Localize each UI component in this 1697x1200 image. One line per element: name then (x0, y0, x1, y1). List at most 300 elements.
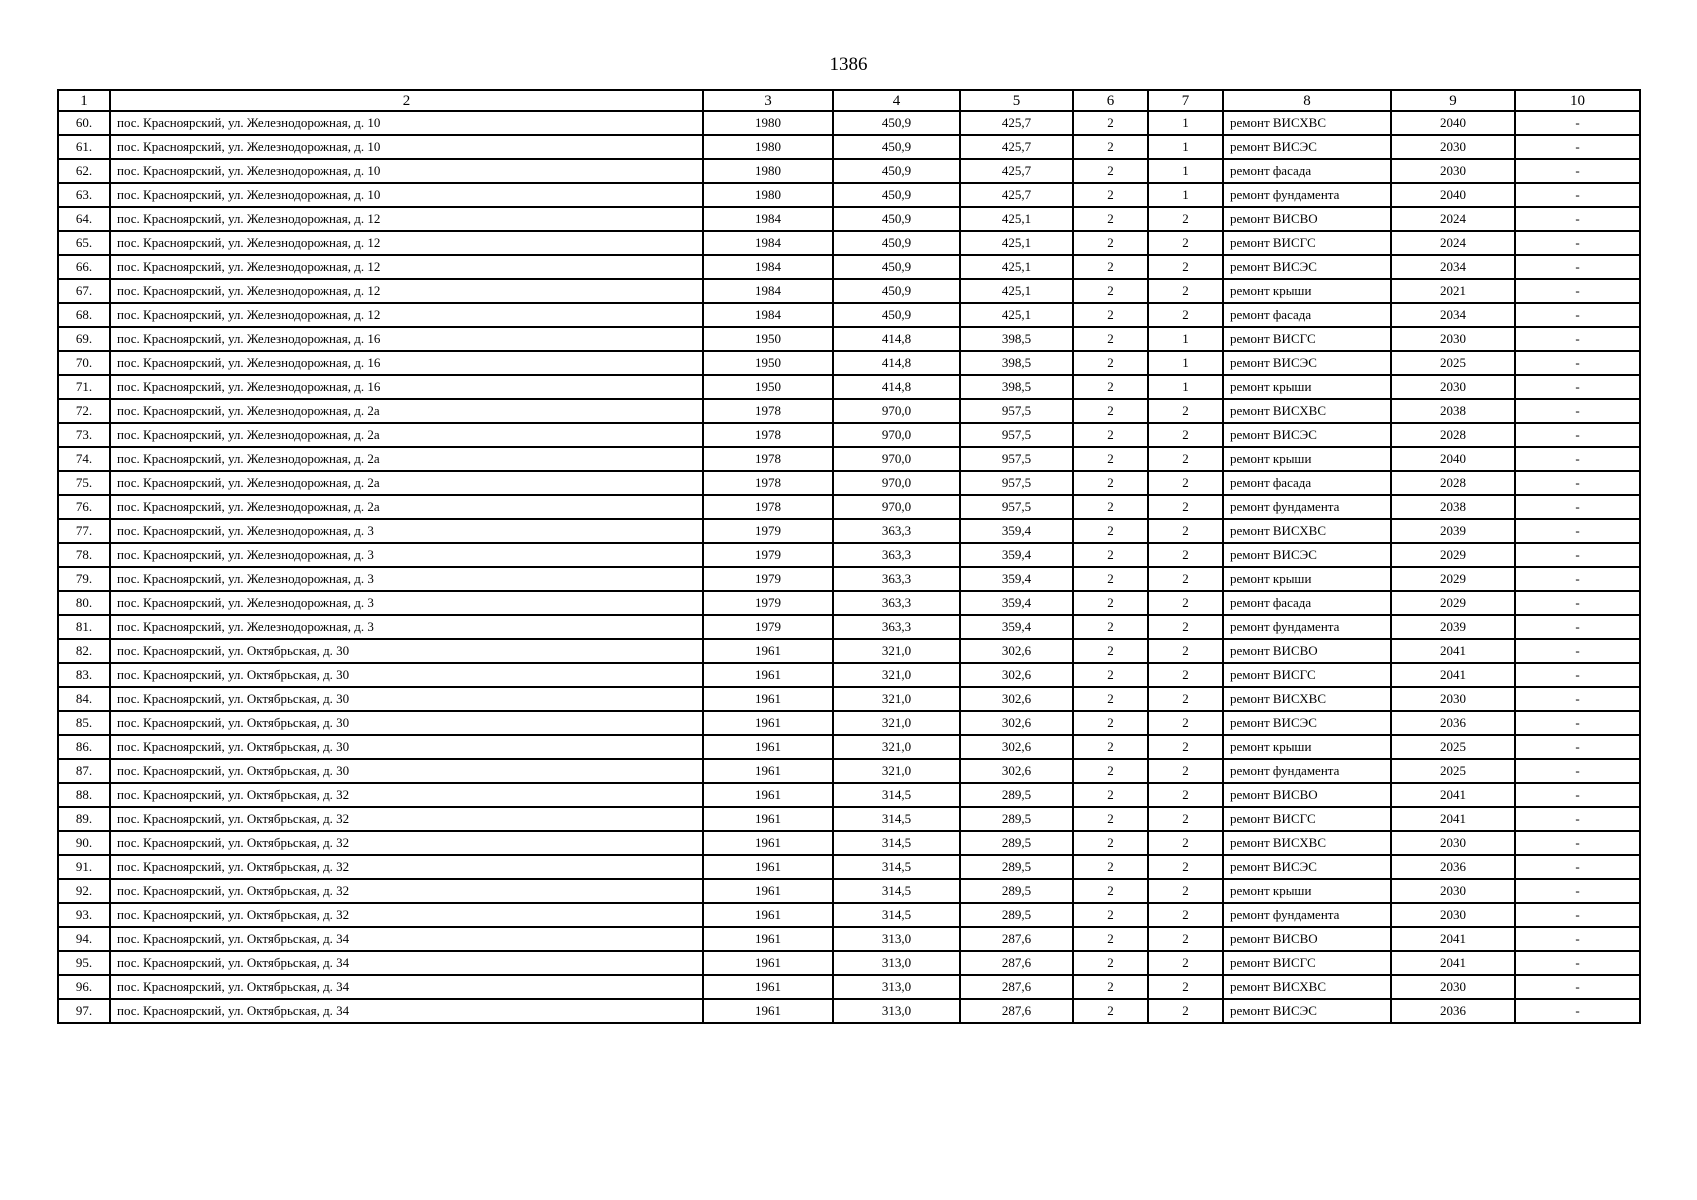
total-area-cell: 363,3 (833, 591, 960, 615)
row-number: 90. (58, 831, 110, 855)
address-cell: пос. Красноярский, ул. Железнодорожная, д. 12 (110, 255, 703, 279)
repair-schedule-table (57, 89, 1641, 1024)
address-cell: пос. Красноярский, ул. Октябрьская, д. 32 (110, 831, 703, 855)
note-cell: - (1515, 159, 1640, 183)
entrances-cell: 2 (1148, 831, 1223, 855)
note-cell: - (1515, 447, 1640, 471)
year-built-cell: 1979 (703, 519, 833, 543)
planned-year-cell: 2040 (1391, 183, 1515, 207)
floors-cell: 2 (1073, 687, 1148, 711)
work-type-cell: ремонт фасада (1223, 591, 1391, 615)
row-number: 67. (58, 279, 110, 303)
total-area-cell: 363,3 (833, 567, 960, 591)
address-cell: пос. Красноярский, ул. Железнодорожная, д. 2а (110, 423, 703, 447)
row-number: 79. (58, 567, 110, 591)
living-area-cell: 957,5 (960, 495, 1073, 519)
entrances-cell: 2 (1148, 207, 1223, 231)
note-cell: - (1515, 255, 1640, 279)
entrances-cell: 2 (1148, 759, 1223, 783)
floors-cell: 2 (1073, 519, 1148, 543)
planned-year-cell: 2024 (1391, 231, 1515, 255)
planned-year-cell: 2041 (1391, 663, 1515, 687)
planned-year-cell: 2030 (1391, 687, 1515, 711)
year-built-cell: 1980 (703, 183, 833, 207)
floors-cell: 2 (1073, 591, 1148, 615)
table-row (58, 519, 1640, 543)
total-area-cell: 321,0 (833, 687, 960, 711)
note-cell: - (1515, 303, 1640, 327)
entrances-cell: 2 (1148, 495, 1223, 519)
planned-year-cell: 2041 (1391, 927, 1515, 951)
address-cell: пос. Красноярский, ул. Железнодорожная, д. 16 (110, 327, 703, 351)
living-area-cell: 302,6 (960, 735, 1073, 759)
entrances-cell: 1 (1148, 111, 1223, 135)
note-cell: - (1515, 831, 1640, 855)
note-cell: - (1515, 663, 1640, 687)
total-area-cell: 970,0 (833, 495, 960, 519)
row-number: 63. (58, 183, 110, 207)
living-area-cell: 425,1 (960, 279, 1073, 303)
planned-year-cell: 2028 (1391, 423, 1515, 447)
planned-year-cell: 2038 (1391, 495, 1515, 519)
table-row (58, 831, 1640, 855)
total-area-cell: 321,0 (833, 639, 960, 663)
total-area-cell: 450,9 (833, 159, 960, 183)
entrances-cell: 2 (1148, 711, 1223, 735)
table-row (58, 711, 1640, 735)
work-type-cell: ремонт ВИСХВС (1223, 687, 1391, 711)
table-row (58, 783, 1640, 807)
address-cell: пос. Красноярский, ул. Железнодорожная, д. 2а (110, 471, 703, 495)
table-row (58, 879, 1640, 903)
floors-cell: 2 (1073, 807, 1148, 831)
year-built-cell: 1961 (703, 663, 833, 687)
note-cell: - (1515, 783, 1640, 807)
address-cell: пос. Красноярский, ул. Железнодорожная, д. 3 (110, 591, 703, 615)
total-area-cell: 363,3 (833, 543, 960, 567)
address-cell: пос. Красноярский, ул. Железнодорожная, д. 10 (110, 111, 703, 135)
address-cell: пос. Красноярский, ул. Железнодорожная, д. 10 (110, 135, 703, 159)
total-area-cell: 314,5 (833, 903, 960, 927)
year-built-cell: 1984 (703, 255, 833, 279)
address-cell: пос. Красноярский, ул. Октябрьская, д. 30 (110, 759, 703, 783)
year-built-cell: 1979 (703, 591, 833, 615)
living-area-cell: 287,6 (960, 951, 1073, 975)
work-type-cell: ремонт фундамента (1223, 495, 1391, 519)
row-number: 85. (58, 711, 110, 735)
total-area-cell: 450,9 (833, 255, 960, 279)
year-built-cell: 1980 (703, 135, 833, 159)
work-type-cell: ремонт ВИСГС (1223, 951, 1391, 975)
living-area-cell: 425,1 (960, 255, 1073, 279)
note-cell: - (1515, 591, 1640, 615)
address-cell: пос. Красноярский, ул. Железнодорожная, д. 12 (110, 303, 703, 327)
table-row (58, 807, 1640, 831)
year-built-cell: 1979 (703, 543, 833, 567)
note-cell: - (1515, 927, 1640, 951)
table-row (58, 111, 1640, 135)
entrances-cell: 2 (1148, 399, 1223, 423)
note-cell: - (1515, 903, 1640, 927)
note-cell: - (1515, 471, 1640, 495)
work-type-cell: ремонт ВИСГС (1223, 807, 1391, 831)
row-number: 93. (58, 903, 110, 927)
address-cell: пос. Красноярский, ул. Железнодорожная, д. 10 (110, 159, 703, 183)
living-area-cell: 425,1 (960, 231, 1073, 255)
year-built-cell: 1979 (703, 567, 833, 591)
table-row (58, 591, 1640, 615)
work-type-cell: ремонт ВИСЭС (1223, 423, 1391, 447)
year-built-cell: 1961 (703, 807, 833, 831)
address-cell: пос. Красноярский, ул. Октябрьская, д. 34 (110, 927, 703, 951)
floors-cell: 2 (1073, 303, 1148, 327)
planned-year-cell: 2041 (1391, 639, 1515, 663)
total-area-cell: 314,5 (833, 879, 960, 903)
planned-year-cell: 2021 (1391, 279, 1515, 303)
table-row (58, 903, 1640, 927)
year-built-cell: 1961 (703, 903, 833, 927)
floors-cell: 2 (1073, 543, 1148, 567)
row-number: 95. (58, 951, 110, 975)
planned-year-cell: 2030 (1391, 975, 1515, 999)
living-area-cell: 302,6 (960, 711, 1073, 735)
work-type-cell: ремонт ВИСГС (1223, 327, 1391, 351)
year-built-cell: 1961 (703, 735, 833, 759)
living-area-cell: 302,6 (960, 663, 1073, 687)
year-built-cell: 1980 (703, 159, 833, 183)
note-cell: - (1515, 111, 1640, 135)
address-cell: пос. Красноярский, ул. Октябрьская, д. 34 (110, 951, 703, 975)
living-area-cell: 359,4 (960, 615, 1073, 639)
address-cell: пос. Красноярский, ул. Железнодорожная, д. 10 (110, 183, 703, 207)
total-area-cell: 970,0 (833, 471, 960, 495)
row-number: 82. (58, 639, 110, 663)
table-row (58, 135, 1640, 159)
row-number: 89. (58, 807, 110, 831)
year-built-cell: 1979 (703, 615, 833, 639)
row-number: 75. (58, 471, 110, 495)
living-area-cell: 957,5 (960, 471, 1073, 495)
entrances-cell: 2 (1148, 663, 1223, 687)
address-cell: пос. Красноярский, ул. Железнодорожная, д. 3 (110, 567, 703, 591)
planned-year-cell: 2030 (1391, 135, 1515, 159)
address-cell: пос. Красноярский, ул. Железнодорожная, д. 16 (110, 351, 703, 375)
floors-cell: 2 (1073, 951, 1148, 975)
total-area-cell: 970,0 (833, 447, 960, 471)
address-cell: пос. Красноярский, ул. Железнодорожная, д. 3 (110, 519, 703, 543)
note-cell: - (1515, 711, 1640, 735)
work-type-cell: ремонт ВИСХВС (1223, 399, 1391, 423)
year-built-cell: 1961 (703, 927, 833, 951)
address-cell: пос. Красноярский, ул. Железнодорожная, д. 2а (110, 399, 703, 423)
table-row (58, 447, 1640, 471)
address-cell: пос. Красноярский, ул. Октябрьская, д. 34 (110, 975, 703, 999)
year-built-cell: 1961 (703, 639, 833, 663)
floors-cell: 2 (1073, 471, 1148, 495)
planned-year-cell: 2030 (1391, 327, 1515, 351)
row-number: 74. (58, 447, 110, 471)
address-cell: пос. Красноярский, ул. Октябрьская, д. 30 (110, 663, 703, 687)
total-area-cell: 321,0 (833, 711, 960, 735)
planned-year-cell: 2025 (1391, 759, 1515, 783)
address-cell: пос. Красноярский, ул. Железнодорожная, д. 3 (110, 615, 703, 639)
column-header: 6 (1073, 90, 1148, 111)
work-type-cell: ремонт ВИСВО (1223, 639, 1391, 663)
total-area-cell: 414,8 (833, 327, 960, 351)
planned-year-cell: 2041 (1391, 807, 1515, 831)
table-row (58, 759, 1640, 783)
year-built-cell: 1950 (703, 375, 833, 399)
address-cell: пос. Красноярский, ул. Октябрьская, д. 30 (110, 711, 703, 735)
work-type-cell: ремонт ВИСХВС (1223, 519, 1391, 543)
row-number: 62. (58, 159, 110, 183)
work-type-cell: ремонт ВИСЭС (1223, 135, 1391, 159)
total-area-cell: 450,9 (833, 135, 960, 159)
table-row (58, 615, 1640, 639)
entrances-cell: 1 (1148, 135, 1223, 159)
total-area-cell: 450,9 (833, 207, 960, 231)
column-header: 5 (960, 90, 1073, 111)
living-area-cell: 957,5 (960, 399, 1073, 423)
total-area-cell: 321,0 (833, 759, 960, 783)
entrances-cell: 2 (1148, 591, 1223, 615)
year-built-cell: 1978 (703, 471, 833, 495)
entrances-cell: 2 (1148, 927, 1223, 951)
table-row (58, 207, 1640, 231)
entrances-cell: 2 (1148, 231, 1223, 255)
planned-year-cell: 2036 (1391, 711, 1515, 735)
planned-year-cell: 2034 (1391, 303, 1515, 327)
table-row (58, 183, 1640, 207)
year-built-cell: 1978 (703, 495, 833, 519)
note-cell: - (1515, 327, 1640, 351)
work-type-cell: ремонт ВИСГС (1223, 663, 1391, 687)
row-number: 81. (58, 615, 110, 639)
row-number: 84. (58, 687, 110, 711)
row-number: 76. (58, 495, 110, 519)
total-area-cell: 450,9 (833, 183, 960, 207)
table-row (58, 927, 1640, 951)
total-area-cell: 313,0 (833, 951, 960, 975)
entrances-cell: 2 (1148, 543, 1223, 567)
planned-year-cell: 2029 (1391, 591, 1515, 615)
floors-cell: 2 (1073, 975, 1148, 999)
entrances-cell: 1 (1148, 351, 1223, 375)
floors-cell: 2 (1073, 711, 1148, 735)
year-built-cell: 1978 (703, 423, 833, 447)
total-area-cell: 450,9 (833, 303, 960, 327)
year-built-cell: 1978 (703, 447, 833, 471)
note-cell: - (1515, 999, 1640, 1023)
address-cell: пос. Красноярский, ул. Железнодорожная, д. 3 (110, 543, 703, 567)
planned-year-cell: 2039 (1391, 519, 1515, 543)
floors-cell: 2 (1073, 639, 1148, 663)
table-row (58, 567, 1640, 591)
address-cell: пос. Красноярский, ул. Октябрьская, д. 32 (110, 879, 703, 903)
floors-cell: 2 (1073, 135, 1148, 159)
living-area-cell: 425,7 (960, 135, 1073, 159)
entrances-cell: 2 (1148, 567, 1223, 591)
floors-cell: 2 (1073, 255, 1148, 279)
table-row (58, 279, 1640, 303)
work-type-cell: ремонт ВИСХВС (1223, 111, 1391, 135)
address-cell: пос. Красноярский, ул. Октябрьская, д. 34 (110, 999, 703, 1023)
year-built-cell: 1978 (703, 399, 833, 423)
total-area-cell: 450,9 (833, 231, 960, 255)
table-row (58, 999, 1640, 1023)
table-row (58, 735, 1640, 759)
floors-cell: 2 (1073, 447, 1148, 471)
total-area-cell: 970,0 (833, 423, 960, 447)
entrances-cell: 1 (1148, 327, 1223, 351)
note-cell: - (1515, 183, 1640, 207)
row-number: 88. (58, 783, 110, 807)
note-cell: - (1515, 543, 1640, 567)
entrances-cell: 2 (1148, 687, 1223, 711)
living-area-cell: 302,6 (960, 687, 1073, 711)
entrances-cell: 2 (1148, 639, 1223, 663)
planned-year-cell: 2025 (1391, 351, 1515, 375)
entrances-cell: 2 (1148, 303, 1223, 327)
total-area-cell: 314,5 (833, 807, 960, 831)
planned-year-cell: 2038 (1391, 399, 1515, 423)
entrances-cell: 2 (1148, 279, 1223, 303)
row-number: 72. (58, 399, 110, 423)
address-cell: пос. Красноярский, ул. Октябрьская, д. 30 (110, 687, 703, 711)
entrances-cell: 2 (1148, 951, 1223, 975)
row-number: 66. (58, 255, 110, 279)
note-cell: - (1515, 567, 1640, 591)
row-number: 71. (58, 375, 110, 399)
floors-cell: 2 (1073, 111, 1148, 135)
table-row (58, 543, 1640, 567)
total-area-cell: 970,0 (833, 399, 960, 423)
work-type-cell: ремонт фасада (1223, 303, 1391, 327)
table-row (58, 495, 1640, 519)
planned-year-cell: 2024 (1391, 207, 1515, 231)
work-type-cell: ремонт фундамента (1223, 903, 1391, 927)
entrances-cell: 2 (1148, 447, 1223, 471)
planned-year-cell: 2030 (1391, 903, 1515, 927)
entrances-cell: 2 (1148, 879, 1223, 903)
column-header: 9 (1391, 90, 1515, 111)
column-header: 8 (1223, 90, 1391, 111)
work-type-cell: ремонт ВИСВО (1223, 783, 1391, 807)
planned-year-cell: 2030 (1391, 879, 1515, 903)
year-built-cell: 1950 (703, 327, 833, 351)
table-row (58, 303, 1640, 327)
table-row (58, 855, 1640, 879)
year-built-cell: 1961 (703, 879, 833, 903)
note-cell: - (1515, 519, 1640, 543)
row-number: 91. (58, 855, 110, 879)
note-cell: - (1515, 639, 1640, 663)
living-area-cell: 287,6 (960, 975, 1073, 999)
total-area-cell: 313,0 (833, 927, 960, 951)
row-number: 61. (58, 135, 110, 159)
work-type-cell: ремонт ВИСВО (1223, 927, 1391, 951)
planned-year-cell: 2041 (1391, 951, 1515, 975)
floors-cell: 2 (1073, 831, 1148, 855)
note-cell: - (1515, 687, 1640, 711)
planned-year-cell: 2040 (1391, 111, 1515, 135)
note-cell: - (1515, 615, 1640, 639)
work-type-cell: ремонт ВИСЭС (1223, 351, 1391, 375)
year-built-cell: 1950 (703, 351, 833, 375)
total-area-cell: 314,5 (833, 831, 960, 855)
floors-cell: 2 (1073, 855, 1148, 879)
entrances-cell: 2 (1148, 975, 1223, 999)
row-number: 68. (58, 303, 110, 327)
work-type-cell: ремонт ВИСХВС (1223, 975, 1391, 999)
work-type-cell: ремонт ВИСГС (1223, 231, 1391, 255)
floors-cell: 2 (1073, 327, 1148, 351)
floors-cell: 2 (1073, 663, 1148, 687)
planned-year-cell: 2025 (1391, 735, 1515, 759)
living-area-cell: 957,5 (960, 423, 1073, 447)
floors-cell: 2 (1073, 183, 1148, 207)
note-cell: - (1515, 135, 1640, 159)
work-type-cell: ремонт фасада (1223, 471, 1391, 495)
planned-year-cell: 2029 (1391, 543, 1515, 567)
work-type-cell: ремонт фундамента (1223, 759, 1391, 783)
column-header: 4 (833, 90, 960, 111)
year-built-cell: 1984 (703, 231, 833, 255)
living-area-cell: 957,5 (960, 447, 1073, 471)
living-area-cell: 289,5 (960, 807, 1073, 831)
note-cell: - (1515, 351, 1640, 375)
note-cell: - (1515, 807, 1640, 831)
row-number: 94. (58, 927, 110, 951)
column-header: 3 (703, 90, 833, 111)
table-row (58, 327, 1640, 351)
work-type-cell: ремонт ВИСВО (1223, 207, 1391, 231)
work-type-cell: ремонт крыши (1223, 879, 1391, 903)
total-area-cell: 363,3 (833, 615, 960, 639)
planned-year-cell: 2036 (1391, 855, 1515, 879)
entrances-cell: 2 (1148, 855, 1223, 879)
floors-cell: 2 (1073, 735, 1148, 759)
planned-year-cell: 2036 (1391, 999, 1515, 1023)
entrances-cell: 2 (1148, 903, 1223, 927)
living-area-cell: 398,5 (960, 375, 1073, 399)
work-type-cell: ремонт фасада (1223, 159, 1391, 183)
row-number: 97. (58, 999, 110, 1023)
living-area-cell: 425,1 (960, 303, 1073, 327)
total-area-cell: 314,5 (833, 855, 960, 879)
address-cell: пос. Красноярский, ул. Железнодорожная, д. 2а (110, 447, 703, 471)
address-cell: пос. Красноярский, ул. Железнодорожная, д. 16 (110, 375, 703, 399)
year-built-cell: 1984 (703, 303, 833, 327)
planned-year-cell: 2028 (1391, 471, 1515, 495)
note-cell: - (1515, 495, 1640, 519)
work-type-cell: ремонт ВИСЭС (1223, 711, 1391, 735)
table-row (58, 639, 1640, 663)
living-area-cell: 289,5 (960, 903, 1073, 927)
work-type-cell: ремонт фундамента (1223, 183, 1391, 207)
work-type-cell: ремонт крыши (1223, 279, 1391, 303)
floors-cell: 2 (1073, 759, 1148, 783)
row-number: 80. (58, 591, 110, 615)
note-cell: - (1515, 279, 1640, 303)
planned-year-cell: 2030 (1391, 831, 1515, 855)
living-area-cell: 425,7 (960, 183, 1073, 207)
living-area-cell: 398,5 (960, 327, 1073, 351)
entrances-cell: 1 (1148, 183, 1223, 207)
year-built-cell: 1961 (703, 783, 833, 807)
address-cell: пос. Красноярский, ул. Октябрьская, д. 32 (110, 855, 703, 879)
total-area-cell: 321,0 (833, 735, 960, 759)
